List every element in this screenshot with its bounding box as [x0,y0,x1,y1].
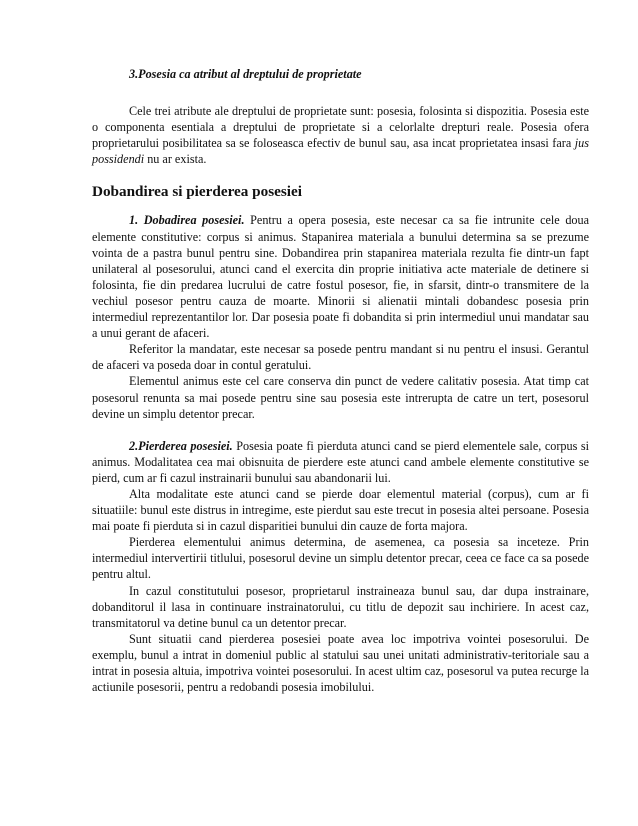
subheading-acquisition: 1. Dobadirea posesiei. [129,213,245,228]
paragraph-involuntary: Sunt situatii cand pierderea posesiei poate avea loc impotriva vointei posesorului. De exemplu, bunul a intrat in domeniul public al statului sau unei unitati administrativ-teritoriale sau a intrat in posesia altuia, impotriva vointei posesorului. In acest ultim caz, posesorul va putea recurge la actiunile posesorii, pentru a redobandi posesia imobilului. [92,631,589,695]
loss-text: Posesia poate fi pierduta atunci cand se pierd elementele sale, corpus si animus. Modalitatea cea mai obisnuita de pierdere este atunci cand ambele elemente constitutive se pierd, cum ar fi cazul instrainarii bunului sau abandonarii lui. [92,438,589,485]
paragraph-mandatary: Referitor la mandatar, este necesar sa posede pentru mandant si nu pentru el insusi. Gerantul de afaceri va poseda doar in contul geratului. [92,342,589,373]
paragraph-acquisition [92,212,589,341]
subheading-loss: 2.Pierderea posesiei. [129,438,233,453]
paragraph-loss [92,438,589,486]
latin-term: jus possidendi [92,136,590,167]
paragraph-corpus-loss: Alta modalitate este atunci cand se pierde doar elementul material (corpus), cum ar fi situatiile: bunul este distrus in intregime, este pierdut sau este trecut in posesia altei persoane. Posesia mai poate fi pierduta si in cazul disparitiei bunului din cauze de forta majora. [92,486,589,534]
paragraph-animus-loss: Pierderea elementului animus determina, de asemenea, ca posesia sa inceteze. Prin intermediul intervertirii titlului, posesorul devine un simplu detentor precar, ceea ce face ca sa posede pentru altul. [92,535,589,582]
intro-paragraph [92,103,589,167]
paragraph-constitut: In cazul constitutului posesor, proprietarul instraineaza bunul sau, dar dupa instrainare, dobanditorul il lasa in continuare instrainatorului, cu titlu de depozit sau inchiriere. In acest caz, transmitatorul va detine bunul ca un detentor precar. [92,583,589,630]
document-page [92,66,589,695]
paragraph-animus: Elementul animus este cel care conserva din punct de vedere calitativ posesia. Atat timp cat posesorul renunta sa mai posede pentru sine sau posesia este intrerupta de catre un tert, posesorul devine un simplu detentor precar. [92,374,589,421]
intro-text-end: nu ar exista. [147,152,207,167]
intro-text: Cele trei atribute ale dreptului de proprietate sunt: posesia, folosinta si dispozitia. Posesia este o componenta esentiala a dreptului de proprietate si a celorlalte drepturi reale. Posesia ofera proprietarului posibilitatea sa se foloseasca efectiv de bunul sau, asa incat proprietatea insasi fara [92,104,589,151]
acquisition-text: Pentru a opera posesia, este necesar ca sa fie intrunite cele doua elemente constitutive: corpus si animus. Stapanirea materiala a bunului determina sa se prezume vointa de a pastra bunul pentru sine. Dobandirea prin stapanirea materiala rezulta fie dintr-un fapt unilateral al posesorului, atunci cand el exercita din proprie initiativa acte materiale de detinere si folosinta, fie din predarea lucrului de catre fostul posesor, fie, in sfarsit, dintr-o transmitere de la vechiul posesor pentru cauza de moarte. Minorii si alienatii mintali dobandesc posesia prin intermediul reprezentantilor lor. Dar posesia poate fi dobandita si prin intermediul unui mandatar sau a unui gerant de afaceri. [92,213,590,341]
main-heading: Dobandirea si pierderea posesiei [92,183,302,201]
section-title: 3.Posesia ca atribut al dreptului de proprietate [129,67,362,81]
